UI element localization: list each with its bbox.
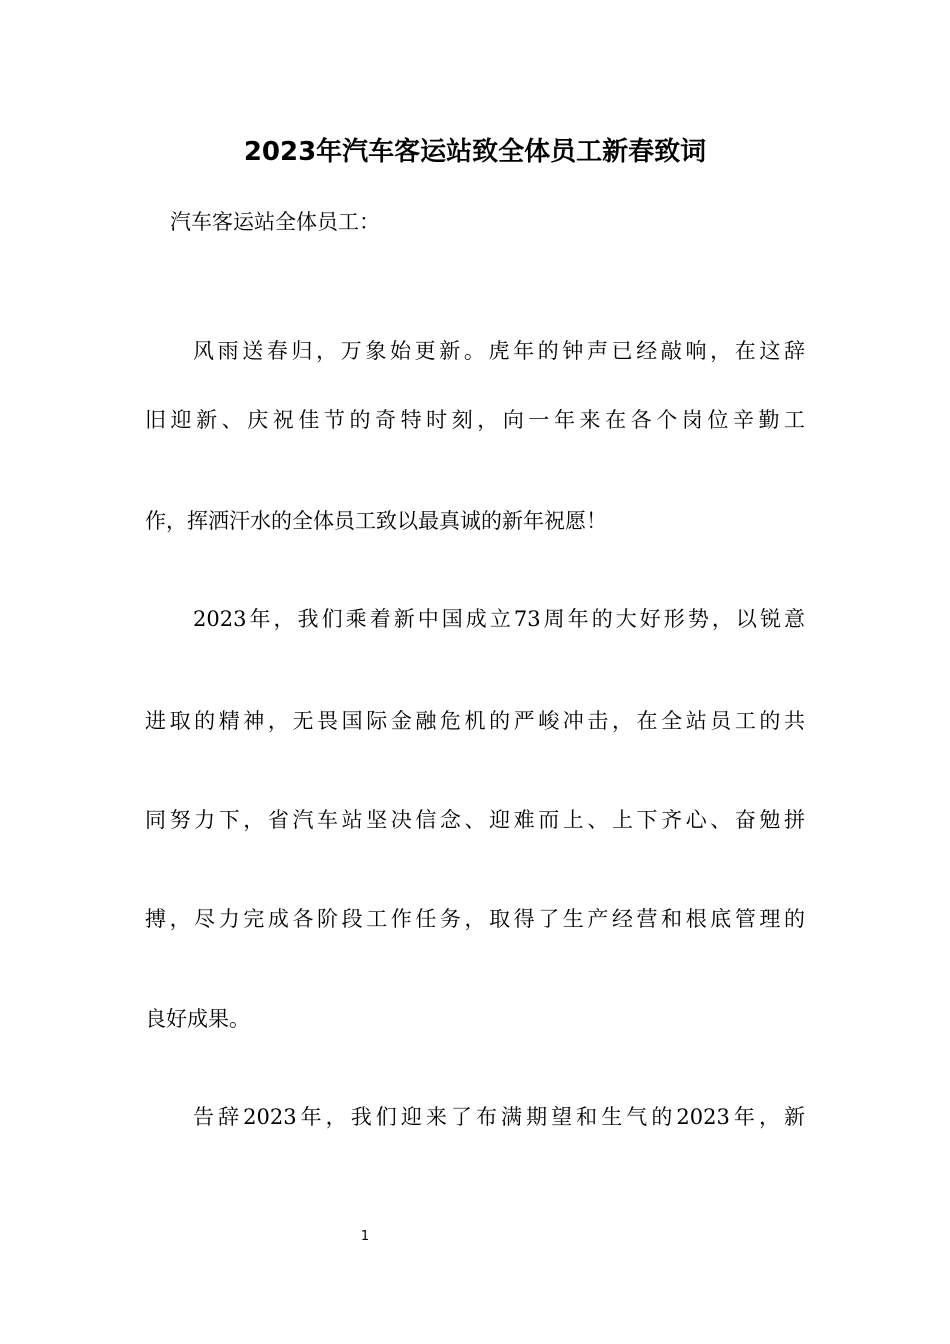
paragraph-3-line-1: 告辞2023年，我们迎来了布满期望和生气的2023年，新 bbox=[193, 1105, 805, 1129]
salutation: 汽车客运站全体员工： bbox=[170, 210, 380, 234]
paragraph-2-line-2: 进取的精神，无畏国际金融危机的严峻冲击，在全站员工的共 bbox=[145, 709, 805, 733]
paragraph-1-line-2: 旧迎新、庆祝佳节的奇特时刻，向一年来在各个岗位辛勤工 bbox=[145, 408, 805, 432]
page-number: 1 bbox=[360, 1229, 370, 1244]
paragraph-2-line-3: 同努力下，省汽车站坚决信念、迎难而上、上下齐心、奋勉拼 bbox=[145, 808, 805, 832]
paragraph-2-line-4: 搏，尽力完成各阶段工作任务，取得了生产经营和根底管理的 bbox=[145, 907, 805, 931]
document-title: 2023年汽车客运站致全体员工新春致词 bbox=[243, 137, 707, 167]
paragraph-2-line-5: 良好成果。 bbox=[145, 1007, 250, 1031]
paragraph-2-line-1: 2023年，我们乘着新中国成立73周年的大好形势，以锐意 bbox=[193, 607, 805, 631]
paragraph-1-line-3: 作，挥洒汗水的全体员工致以最真诚的新年祝愿！ bbox=[145, 509, 607, 533]
paragraph-1-line-1: 风雨送春归，万象始更新。虎年的钟声已经敲响，在这辞 bbox=[193, 339, 805, 363]
